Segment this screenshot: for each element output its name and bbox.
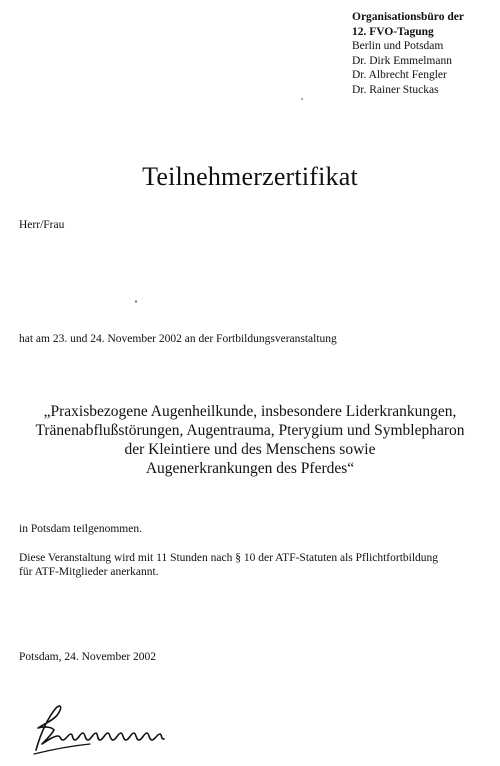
salutation: Herr/Frau <box>19 219 65 231</box>
attendance-date-line: hat am 23. und 24. November 2002 an der Fortbildungsveranstaltung <box>19 333 337 345</box>
page-title: Teilnehmerzertifikat <box>142 162 358 191</box>
organizer-member: Dr. Rainer Stuckas <box>352 83 439 96</box>
signature <box>30 700 170 756</box>
organizer-city: Berlin und Potsdam <box>352 40 444 52</box>
scan-speck <box>135 300 137 303</box>
event-title-line: „Praxisbezogene Augenheilkunde, insbesondere Liderkrankungen, <box>43 403 457 420</box>
recognition-line: Diese Veranstaltung wird mit 11 Stunden nach § 10 der ATF-Statuten als Pflichtfortbildung <box>19 552 439 564</box>
place-and-date: Potsdam, 24. November 2002 <box>19 651 157 663</box>
recognition-line: für ATF-Mitglieder anerkannt. <box>19 566 159 578</box>
recognition-statement <box>19 551 489 579</box>
event-title-block <box>10 402 490 478</box>
organizer-title-line: Organisationsbüro der <box>352 11 464 23</box>
scan-speck <box>301 98 303 100</box>
event-title-line: der Kleintiere und des Menschens sowie <box>124 441 376 458</box>
organizer-title-line: 12. FVO-Tagung <box>352 25 434 38</box>
participation-statement: in Potsdam teilgenommen. <box>19 523 142 535</box>
event-title-line: Tränenabflußstörungen, Augentrauma, Pterygium und Symblepharon <box>35 422 465 439</box>
organizer-member: Dr. Albrecht Fengler <box>352 69 447 81</box>
organizer-member: Dr. Dirk Emmelmann <box>352 54 452 67</box>
organizer-block <box>352 10 498 97</box>
event-title-line: Augenerkrankungen des Pferdes“ <box>145 460 355 477</box>
